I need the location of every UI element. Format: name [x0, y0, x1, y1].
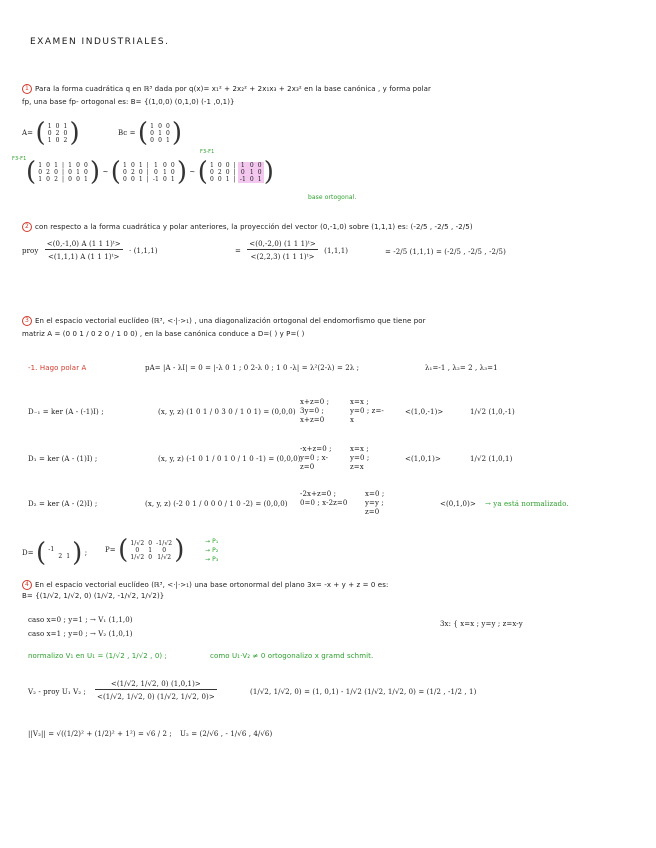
matrix-cell: 0 [162, 546, 167, 554]
question-4-line-2: B= {(1/√2, 1/√2, 0) (1/√2, -1/√2, 1/√2)} [22, 592, 165, 600]
matrix-cell: 2 [58, 553, 63, 560]
matrix-cell: 0 [68, 168, 73, 176]
matrix-cell: 1 [150, 122, 155, 130]
matrix-cell: 0 [257, 161, 262, 169]
question-2-number: 2 [22, 222, 32, 232]
eigen-row-2-solution: x=x ; y=0 ; z=x [350, 445, 370, 471]
eigen-row-1-vector: <(1,0,-1)> [405, 408, 444, 416]
augmented-table-2 [121, 162, 177, 183]
matrix-cell: 1 [138, 175, 143, 183]
p-table [128, 540, 174, 561]
matrix-cell: 0 [123, 168, 127, 176]
u2-vector: U₂ = (2/√6 , - 1/√6 , 4/√6) [180, 730, 273, 738]
matrix-cell: 0 [217, 161, 222, 169]
matrix-divider: | [62, 175, 65, 183]
matrix-bc-table [148, 123, 172, 144]
augmented-matrix-3: ( 1 0 0 | 1 0 0 0 2 0 | 0 1 0 0 0 1 | -1 0 1 ) [197, 157, 274, 187]
matrix-cell: 0 [170, 161, 175, 169]
matrix-cell: 0 [76, 175, 80, 183]
matrix-cell: 0 [249, 175, 254, 183]
matrix-cell: -1 [152, 175, 159, 183]
matrix-cell: 1/√2 [157, 553, 172, 561]
matrix-cell: 2 [217, 168, 222, 176]
question-1-text: Para la forma cuadrática q en ℝ³ dada por q(x)= x₁² + 2x₂² + 2x₁x₃ + 2x₃² en la base canónica , y forma polar [35, 85, 432, 93]
matrix-cell: 0 [38, 168, 43, 176]
eigen-row-3-equation: (x, y, z) (-2 0 1 / 0 0 0 / 1 0 -2) = (0,0,0) [145, 500, 288, 508]
matrix-cell: 0 [165, 129, 170, 137]
matrix-divider: | [146, 168, 149, 176]
projection-result: = -2/5 (1,1,1) = (-2/5 , -2/5 , -2/5) [385, 248, 506, 256]
matrix-cell: -1 [239, 175, 246, 183]
augmented-table-1 [36, 162, 90, 183]
fraction-tail: (1,1,1) [324, 247, 349, 255]
matrix-cell: 0 [130, 161, 135, 169]
eigen-row-2-system: -x+z=0 ; y=0 ; x-z=0 [300, 445, 332, 471]
p-matrix-block [105, 537, 184, 563]
matrix-a: ( 1 0 1 0 2 0 1 0 2 ) [35, 118, 80, 148]
exam-title: EXAMEN INDUSTRIALES. [30, 37, 170, 47]
question-1-line-1 [22, 84, 431, 94]
matrix-cell: 0 [165, 122, 170, 130]
matrix-cell: 1 [209, 161, 214, 169]
projection-fraction-2 [247, 240, 318, 262]
hint-text: -1. Hago polar A [28, 364, 87, 372]
question-3-line-1 [22, 316, 426, 326]
question-3-number: 3 [22, 316, 32, 326]
eigen-row-2-normalized: 1/√2 (1,0,1) [470, 455, 513, 463]
question-4-number: 4 [22, 580, 32, 590]
matrix-cell: 2 [54, 175, 59, 183]
matrix-cell: 0 [150, 129, 155, 137]
characteristic-polynomial: pA= |A - λI| = 0 = |-λ 0 1 ; 0 2-λ 0 ; 1 0 -λ| = λ²(2-λ) = 2λ ; [145, 364, 360, 372]
gauss-note-left: F3-F1 [12, 156, 27, 162]
matrix-cell: 0 [46, 161, 51, 169]
matrix-cell: -1/√2 [156, 539, 173, 547]
question-4-text: En el espacio vectorial euclídeo (ℝ³, <·|·>₁) una base ortonormal del plano 3x= -x + y + z = 0 es: [35, 581, 389, 589]
matrix-cell: 1 [83, 175, 88, 183]
matrix-divider: | [233, 168, 236, 176]
p-label: P= [105, 546, 116, 554]
matrix-cell: 0 [150, 136, 155, 144]
p-tag-3: → P₃ [205, 556, 219, 563]
question-4-line-1 [22, 580, 388, 590]
matrix-divider: | [233, 175, 236, 183]
question-2-line-1 [22, 222, 473, 232]
matrix-cell: 0 [55, 122, 60, 130]
matrix-cell: 0 [54, 168, 59, 176]
case-1: caso x=0 ; y=1 ; → V₁ (1,1,0) [28, 616, 133, 624]
eigen-row-1-normalized: 1/√2 (1,0,-1) [470, 408, 515, 416]
matrix-cell: 1 [238, 162, 248, 169]
matrix-cell: 2 [63, 136, 68, 144]
matrix-cell: 0 [225, 168, 230, 176]
augmented-matrix-1: ( 1 0 1 | 1 0 0 0 2 0 | 0 1 0 1 0 2 | 0 0 1 ) [26, 157, 101, 187]
matrix-cell: 0 [68, 175, 73, 183]
matrix-cell: 0 [238, 169, 248, 176]
matrix-cell: 0 [46, 175, 51, 183]
d-label: D= [22, 549, 34, 557]
eigenvalues: λ₁=-1 , λ₂= 2 , λ₃=1 [425, 364, 498, 372]
question-3-line-2: matriz A = (0 0 1 / 0 2 0 / 1 0 0) , en la base canónica conduce a D=( ) y P=( ) [22, 330, 305, 338]
matrix-a-table [46, 123, 70, 144]
fraction-numerator: <(0,-2,0) (1 1 1)ᵗ> [249, 240, 316, 248]
diagonal-matrix-block: D= ( -1 2 1 ) ; [22, 538, 88, 568]
v2-result: (1/√2, 1/√2, 0) = (1, 0,1) - 1/√2 (1/√2, 1/√2, 0) = (1/2 , -1/2 , 1) [250, 688, 477, 696]
matrix-cell: 0 [130, 175, 135, 183]
fraction-numerator: <(1/√2, 1/√2, 0) (1,0,1)> [95, 680, 217, 690]
matrix-cell: 1/√2 [130, 553, 145, 561]
diagonal-matrix: ( -1 2 1 ) [36, 538, 83, 568]
matrix-cell: 1 [158, 129, 162, 137]
matrix-cell: 0 [83, 168, 88, 176]
eigen-row-3-label: D₂ = ker (A - (2)I) ; [28, 500, 98, 508]
matrix-cell: 1 [123, 161, 127, 169]
matrix-cell: 1 [225, 175, 230, 183]
matrix-cell: 1 [153, 161, 158, 169]
p-matrix: ( 1/√2 0 -1/√2 0 1 0 1/√2 0 1/√2 ) [118, 535, 185, 565]
eigen-row-2-vector: <(1,0,1)> [405, 455, 441, 463]
eigen-row-2-equation: (x, y, z) (-1 0 1 / 0 1 0 / 1 0 -1) = (0,0,0) [158, 455, 301, 463]
matrix-cell: 0 [249, 161, 254, 169]
gauss-note-top: F3-F1 [200, 149, 215, 155]
augmented-matrix-2: ( 1 0 1 | 1 0 0 0 2 0 | 0 1 0 0 0 1 | -1 0 1 ) [110, 157, 188, 187]
matrix-cell: 0 [63, 129, 68, 137]
matrix-cell: 1 [138, 161, 143, 169]
matrix-cell: 0 [209, 168, 214, 176]
p-tag-1: → P₁ [205, 538, 219, 545]
matrix-cell: 1 [162, 168, 167, 176]
matrix-divider: | [233, 161, 236, 169]
matrix-cell: 2 [55, 129, 60, 137]
plane-system: 3x: { x=x ; y=y ; z=x-y [440, 620, 523, 628]
matrix-cell: 0 [170, 168, 175, 176]
matrix-cell: 0 [158, 136, 162, 144]
matrix-cell: 1 [38, 175, 43, 183]
matrix-cell: 0 [55, 136, 60, 144]
v2-label: V₂ - proy U₁ V₂ ; [28, 688, 86, 696]
matrix-cell: 1 [257, 175, 262, 183]
matrix-cell: 0 [217, 175, 222, 183]
matrix-cell: 1 [63, 122, 68, 130]
tilde-symbol: ~ [189, 168, 196, 176]
eigen-row-3-system: -2x+z=0 ; 0=0 ; x-2z=0 [300, 490, 348, 507]
matrix-cell: 1 [47, 136, 52, 144]
matrix-cell: 2 [130, 168, 135, 176]
v2-fraction [95, 680, 217, 702]
eigen-row-2-label: D₁ = ker (A - (1)I) ; [28, 455, 98, 463]
projection-block-2: = $\frac{\text{<(0,-2,0) (1 1 1)ᵗ>}}{\text{<(2,2,3) (1 1 1)ᵗ>}}$ (1,1,1) [235, 240, 349, 261]
matrix-cell: 0 [162, 175, 167, 183]
matrix-cell: 0 [135, 546, 140, 554]
matrix-cell: 1 [47, 122, 52, 130]
matrix-cell: 1 [54, 161, 59, 169]
gram-schmidt-note: como U₁·V₂ ≠ 0 ortogonalizo x gramd schmit. [210, 652, 374, 660]
case-2: caso x=1 ; y=0 ; → V₂ (1,0,1) [28, 630, 133, 638]
eigen-row-1-solution: x=x ; y=0 ; z=-x [350, 398, 384, 424]
matrix-divider: | [62, 168, 65, 176]
matrix-cell: 0 [76, 161, 80, 169]
matrix-cell [56, 546, 64, 553]
eigen-row-1-equation: (x, y, z) (1 0 1 / 0 3 0 / 1 0 1) = (0,0,0) [158, 408, 296, 416]
eigen-row-3-normalized: → ya está normalizado. [485, 500, 569, 508]
norm-v2: ||V₂|| = √((1/2)² + (1/2)² + 1²) = √6 / 2 ; [28, 730, 172, 738]
matrix-cell: 0 [257, 168, 262, 176]
matrix-cell: 0 [153, 168, 158, 176]
matrix-cell: 0 [138, 168, 143, 176]
base-note: base ortogonal. [308, 194, 357, 201]
matrix-bc-block [118, 120, 182, 146]
projection-fraction-1 [45, 240, 123, 262]
matrix-cell: 1 [38, 161, 43, 169]
matrix-cell [46, 553, 56, 560]
diagonal-table [46, 546, 72, 560]
matrix-bc-label: Bc = [118, 129, 136, 137]
matrix-cell: 1 [66, 553, 71, 560]
eigen-row-1-label: D₋₁ = ker (A - (-1)I) ; [28, 408, 104, 416]
matrix-cell: 1 [76, 168, 80, 176]
question-2-text: con respecto a la forma cuadrática y polar anteriores, la proyección del vector (0,-1,0) sobre (1,1,1) es: (-2/5 , -2/5 , -2/5) [35, 223, 473, 231]
matrix-cell: -1 [48, 546, 55, 553]
matrix-cell: 1 [68, 161, 73, 169]
question-1-line-2: fp, una base fp- ortogonal es: B= {(1,0,0) (0,1,0) (-1 ,0,1)} [22, 98, 235, 106]
question-3-text: En el espacio vectorial euclídeo (ℝ³, <·|·>₁) , una diagonalización ortogonal del endomorfismo que tiene por [35, 317, 426, 325]
p-tag-2: → P₂ [205, 547, 219, 554]
question-1-number: 1 [22, 84, 32, 94]
matrix-cell: 0 [47, 129, 52, 137]
matrix-divider: | [146, 161, 149, 169]
fraction-denominator: <(1/√2, 1/√2, 0) (1/√2, 1/√2, 0)> [97, 693, 215, 701]
matrix-cell: 1/√2 [130, 539, 145, 547]
eigen-row-3-vector: <(0,1,0)> [440, 500, 476, 508]
matrix-cell: 0 [123, 175, 127, 183]
eigen-row-1-system: x+z=0 ; 3y=0 ; x+z=0 [300, 398, 330, 424]
matrix-a-block [22, 120, 80, 146]
matrix-cell: 1 [170, 175, 175, 183]
matrix-cell: 0 [209, 175, 214, 183]
matrix-cell: 0 [162, 161, 167, 169]
projection-block [22, 240, 158, 262]
matrix-divider: | [62, 161, 65, 169]
matrix-cell: 1 [165, 136, 170, 144]
fraction-numerator: <(0,-1,0) A (1 1 1)ᵗ> [46, 240, 121, 248]
tilde-symbol: ~ [102, 168, 109, 176]
matrix-divider: | [146, 175, 149, 183]
matrix-cell: 0 [148, 553, 153, 561]
matrix-cell: 0 [83, 161, 88, 169]
eigen-row-3-solution: x=0 ; y=y ; z=0 [365, 490, 385, 516]
matrix-cell: 2 [46, 168, 51, 176]
matrix-cell: 0 [148, 539, 153, 547]
matrix-cell: 0 [225, 161, 230, 169]
fraction-denominator: <(2,2,3) (1 1 1)ᵗ> [250, 253, 315, 261]
reduction-step-1 [26, 159, 274, 185]
projection-label: proy [22, 247, 39, 255]
fraction-tail: · (1,1,1) [129, 247, 158, 255]
normalize-text: normalizo V₁ en U₁ = (1/√2 , 1/√2 , 0) ; [28, 652, 167, 660]
matrix-bc: ( 1 0 0 0 1 0 0 0 1 ) [137, 118, 183, 148]
matrix-cell: 1 [148, 546, 153, 554]
matrix-cell: 0 [158, 122, 162, 130]
matrix-a-label: A= [22, 129, 34, 137]
augmented-table-3 [208, 162, 264, 183]
matrix-cell: 1 [249, 168, 254, 176]
fraction-denominator: <(1,1,1) A (1 1 1)ᵗ> [47, 253, 120, 261]
